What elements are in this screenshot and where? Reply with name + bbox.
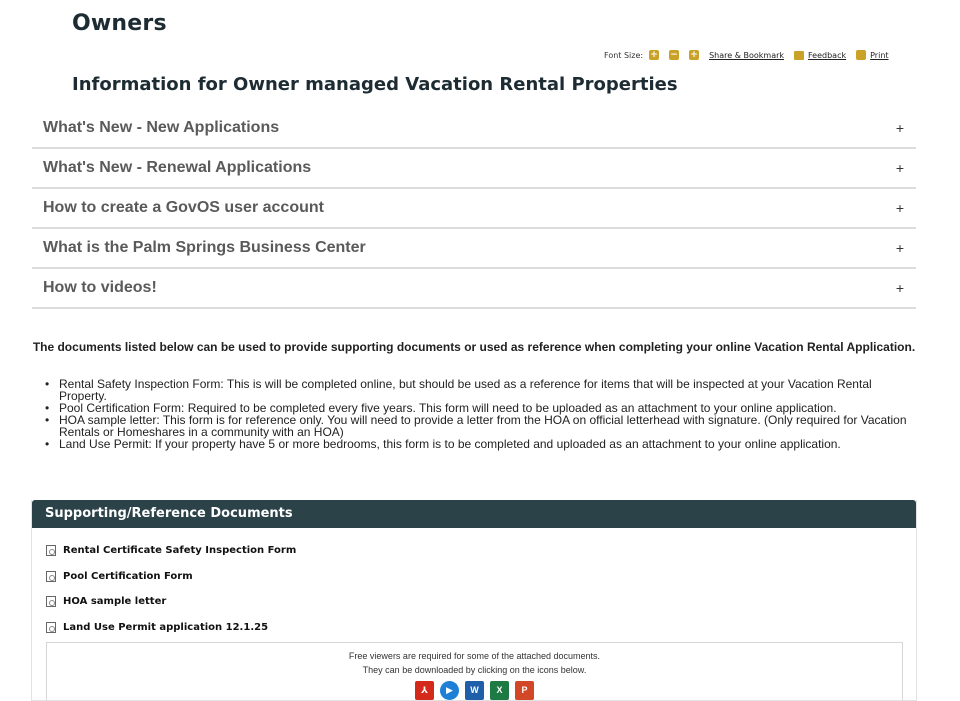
pdf-icon (46, 622, 56, 633)
print-icon (856, 50, 866, 60)
document-link-pool-certification[interactable] (46, 564, 916, 590)
accordion-item-business-center[interactable] (32, 229, 916, 269)
font-decrease-button[interactable]: − (670, 50, 678, 60)
document-link-hoa-letter[interactable] (46, 589, 916, 615)
feedback-icon (794, 51, 804, 60)
accordion-title: How to create a GovOS user account (43, 199, 324, 216)
pdf-icon (46, 596, 56, 607)
viewers-text-line1: Free viewers are required for some of the attached documents. (348, 651, 601, 661)
page-tools (604, 48, 899, 62)
accordion-title: What is the Palm Springs Business Center (43, 239, 366, 256)
expand-plus-icon[interactable]: + (895, 280, 904, 296)
free-viewers-box (46, 642, 903, 701)
accordion-item-new-applications[interactable] (32, 109, 916, 149)
document-label[interactable]: Land Use Permit application 12.1.25 (63, 621, 269, 633)
list-item: • Land Use Permit: If your property have 5 or more bedrooms, this form is to be completed and uploaded as an attachment to your online application. (59, 438, 919, 450)
pdf-icon (46, 545, 56, 556)
list-item: • Rental Safety Inspection Form: This is will be completed online, but should be used as a reference for items that will be inspected at your Vacation Rental Property. (59, 378, 919, 402)
expand-plus-icon[interactable]: + (895, 160, 904, 176)
accordion-title: What's New - New Applications (43, 119, 280, 136)
accordion-item-govos-account[interactable] (32, 189, 916, 229)
expand-plus-icon[interactable]: + (895, 200, 904, 216)
page-subtitle: Information for Owner managed Vacation Rental Properties (72, 74, 678, 95)
documents-intro: The documents listed below can be used to provide supporting documents or used as reference when completing your online Vacation Rental Application. (32, 340, 916, 354)
document-label[interactable]: HOA sample letter (63, 596, 167, 608)
list-item: • Pool Certification Form: Required to be completed every five years. This form will need to be uploaded as an attachment to your online application. (59, 402, 919, 414)
documents-bullet-list (59, 378, 919, 450)
excel-viewer-icon[interactable]: X (490, 681, 509, 700)
accordion-title: What's New - Renewal Applications (43, 159, 312, 176)
accordion (32, 109, 916, 309)
expand-plus-icon[interactable]: + (895, 120, 904, 136)
share-plus-icon: + (690, 50, 698, 60)
media-player-icon[interactable]: ▶ (440, 681, 459, 700)
pdf-icon (46, 571, 56, 582)
document-link-safety-inspection[interactable] (46, 538, 916, 564)
documents-header: Supporting/Reference Documents (32, 500, 916, 528)
word-viewer-icon[interactable]: W (465, 681, 484, 700)
supporting-documents-panel (31, 500, 917, 701)
documents-list (32, 528, 916, 640)
adobe-reader-icon[interactable]: ⅄ (415, 681, 434, 700)
viewer-icons (47, 681, 902, 700)
viewers-text-line2: They can be downloaded by clicking on the icons below. (362, 665, 587, 675)
expand-plus-icon[interactable]: + (895, 240, 904, 256)
font-size-label: Font Size: (604, 50, 644, 60)
font-increase-button[interactable]: + (650, 50, 658, 60)
list-item: • HOA sample letter: This form is for reference only. You will need to provide a letter from the HOA on official letterhead with signature. (Only required for Vacation Rentals or Homeshares in a community with an HOA) (59, 414, 919, 438)
accordion-item-renewal-applications[interactable] (32, 149, 916, 189)
accordion-title: How to videos! (43, 279, 157, 296)
print-link[interactable]: Print (870, 50, 889, 60)
document-label[interactable]: Pool Certification Form (63, 570, 193, 582)
powerpoint-viewer-icon[interactable]: P (515, 681, 534, 700)
page-title: Owners (72, 11, 167, 36)
document-label[interactable]: Rental Certificate Safety Inspection Form (63, 545, 297, 557)
accordion-item-how-to-videos[interactable] (32, 269, 916, 309)
document-link-land-use-permit[interactable] (46, 615, 916, 641)
share-bookmark-link[interactable]: Share & Bookmark (709, 50, 785, 60)
feedback-link[interactable]: Feedback (808, 50, 847, 60)
